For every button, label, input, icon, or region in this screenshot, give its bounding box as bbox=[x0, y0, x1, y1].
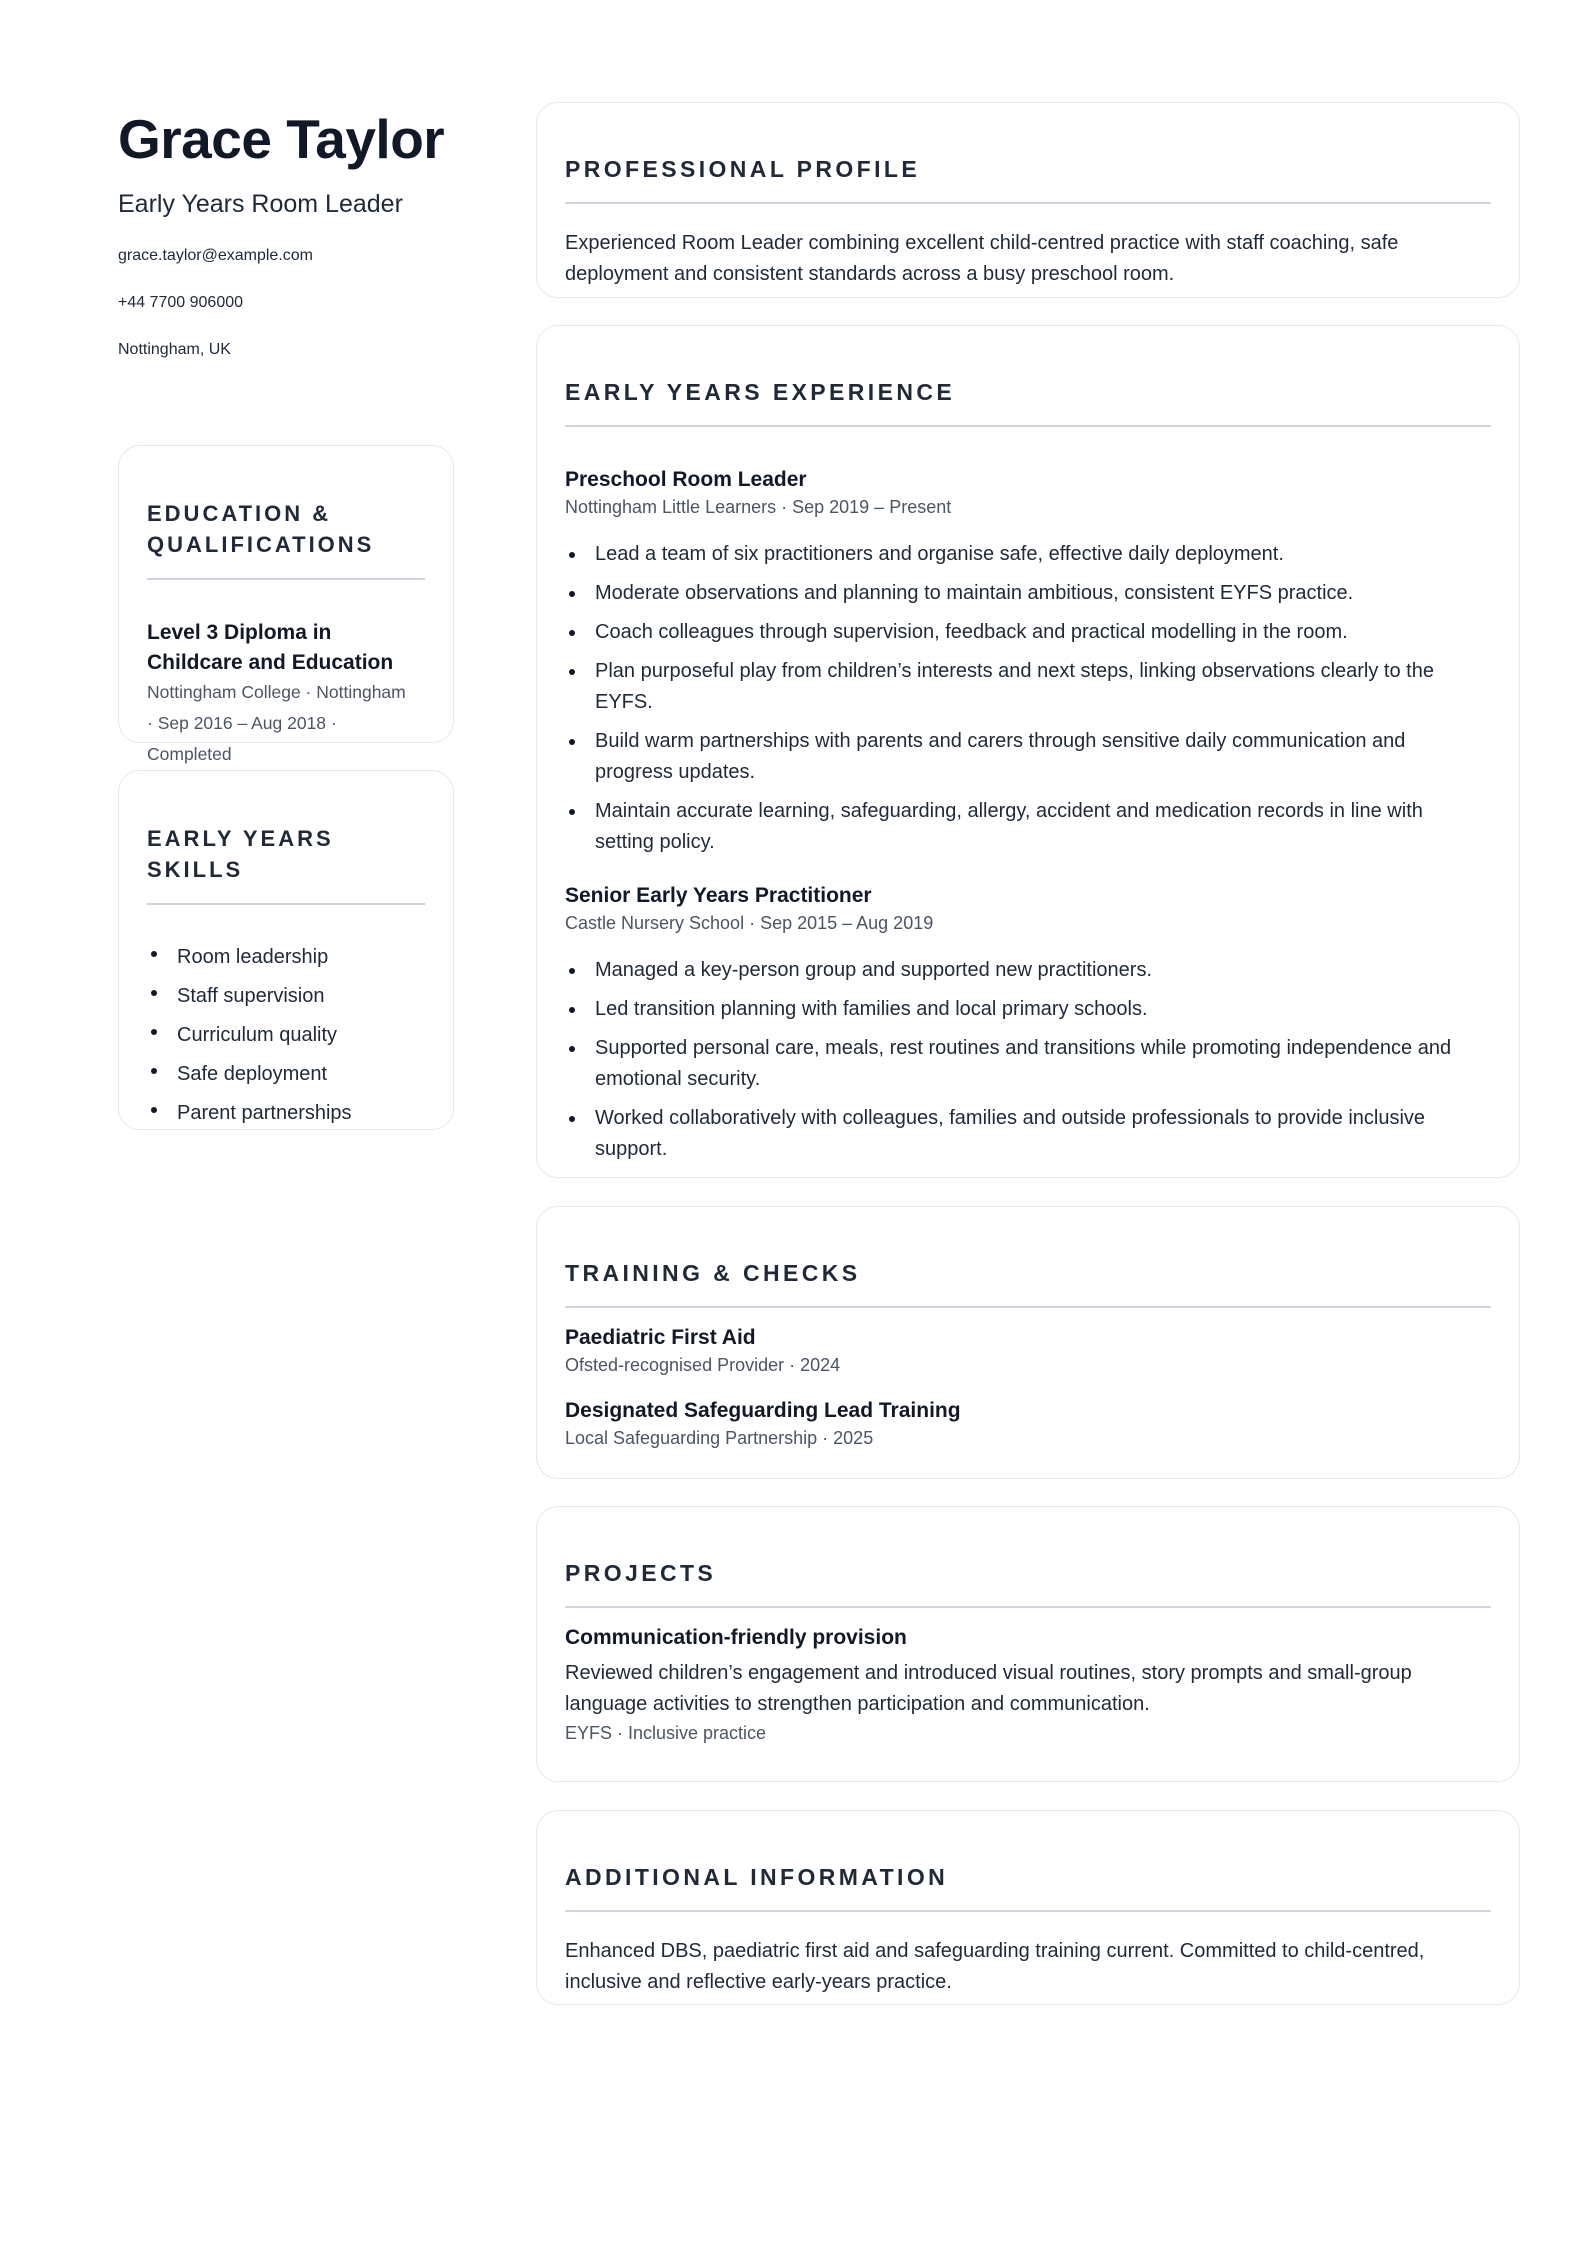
job-entry bbox=[565, 466, 1491, 858]
job-bullets bbox=[565, 539, 1491, 858]
skill-item: Curriculum quality bbox=[147, 1016, 425, 1055]
education-card bbox=[118, 445, 454, 764]
job-title: Senior Early Years Practitioner bbox=[565, 884, 872, 907]
additional-text: Enhanced DBS, paediatric first aid and safeguarding training current. Committed to child-centred, inclusive and reflective early-years practice. bbox=[565, 1940, 1425, 1993]
section-divider bbox=[565, 202, 1491, 204]
skill-item: Safe deployment bbox=[147, 1055, 425, 1094]
skill-item: Staff supervision bbox=[147, 977, 425, 1016]
job-title: Early Years Room Leader bbox=[118, 190, 403, 218]
job-bullet: Build warm partnerships with parents and carers through sensitive daily communication and progress updates. bbox=[565, 726, 1491, 788]
training-title: Designated Safeguarding Lead Training bbox=[565, 1399, 961, 1422]
projects-card bbox=[536, 1506, 1520, 1782]
candidate-name: Grace Taylor bbox=[118, 108, 445, 170]
section-divider bbox=[565, 1910, 1491, 1912]
qualification-meta: Nottingham College · Nottingham · Sep 2016 – Aug 2018 · Completed bbox=[147, 682, 406, 764]
job-bullet: Maintain accurate learning, safeguarding, allergy, accident and medication records in line with setting policy. bbox=[565, 796, 1491, 858]
education-item bbox=[147, 618, 425, 770]
location-text: Nottingham, UK bbox=[118, 341, 231, 358]
section-divider bbox=[147, 903, 425, 905]
training-title: Paediatric First Aid bbox=[565, 1326, 756, 1349]
project-title: Communication-friendly provision bbox=[565, 1626, 907, 1649]
job-bullet: Plan purposeful play from children’s interests and next steps, linking observations clearly to the EYFS. bbox=[565, 656, 1491, 718]
project-description: Reviewed children’s engagement and introduced visual routines, story prompts and small-group language activities to strengthen participation and communication. bbox=[565, 1662, 1412, 1715]
phone-text: +44 7700 906000 bbox=[118, 294, 244, 311]
job-meta: Castle Nursery School · Sep 2015 – Aug 2019 bbox=[565, 913, 934, 933]
skills-card bbox=[118, 770, 454, 1130]
additional-heading: ADDITIONAL INFORMATION bbox=[565, 1864, 949, 1890]
skill-item: Parent partnerships bbox=[147, 1094, 425, 1133]
job-entry bbox=[565, 882, 1491, 1165]
job-bullet: Worked collaboratively with colleagues, families and outside professionals to provide inclusive support. bbox=[565, 1103, 1491, 1165]
training-meta: Local Safeguarding Partnership · 2025 bbox=[565, 1428, 874, 1448]
section-divider bbox=[147, 578, 425, 580]
skills-list bbox=[147, 938, 425, 1133]
job-title: Preschool Room Leader bbox=[565, 468, 807, 491]
training-item bbox=[565, 1397, 1491, 1451]
skill-item: Room leadership bbox=[147, 938, 425, 977]
profile-heading: PROFESSIONAL PROFILE bbox=[565, 156, 921, 182]
job-bullet: Moderate observations and planning to maintain ambitious, consistent EYFS practice. bbox=[565, 578, 1491, 609]
experience-heading: EARLY YEARS EXPERIENCE bbox=[565, 379, 956, 405]
contact-header bbox=[118, 104, 454, 360]
project-item bbox=[565, 1624, 1491, 1746]
job-bullet: Lead a team of six practitioners and organise safe, effective daily deployment. bbox=[565, 539, 1491, 570]
experience-card bbox=[536, 325, 1520, 1178]
training-card bbox=[536, 1206, 1520, 1479]
profile-summary: Experienced Room Leader combining excellent child-centred practice with staff coaching, safe deployment and consistent standards across a busy preschool room. bbox=[565, 232, 1399, 285]
projects-heading: PROJECTS bbox=[565, 1560, 717, 1586]
education-heading: EDUCATION & QUALIFICATIONS bbox=[147, 501, 375, 557]
project-tags: EYFS · Inclusive practice bbox=[565, 1723, 767, 1743]
training-heading: TRAINING & CHECKS bbox=[565, 1260, 861, 1286]
training-meta: Ofsted-recognised Provider · 2024 bbox=[565, 1355, 841, 1375]
job-bullet: Coach colleagues through supervision, feedback and practical modelling in the room. bbox=[565, 617, 1491, 648]
additional-card bbox=[536, 1810, 1520, 2005]
section-divider bbox=[565, 425, 1491, 427]
profile-card bbox=[536, 102, 1520, 298]
job-meta: Nottingham Little Learners · Sep 2019 – Present bbox=[565, 497, 952, 517]
job-bullet: Managed a key-person group and supported new practitioners. bbox=[565, 955, 1491, 986]
qualification-title: Level 3 Diploma in Childcare and Education bbox=[147, 621, 394, 674]
job-bullet: Led transition planning with families and local primary schools. bbox=[565, 994, 1491, 1025]
section-divider bbox=[565, 1606, 1491, 1608]
email-text: grace.taylor@example.com bbox=[118, 247, 313, 264]
job-bullets bbox=[565, 955, 1491, 1165]
section-divider bbox=[565, 1306, 1491, 1308]
job-bullet: Supported personal care, meals, rest routines and transitions while promoting independence and emotional security. bbox=[565, 1033, 1491, 1095]
training-item bbox=[565, 1324, 1491, 1378]
skills-heading: EARLY YEARS SKILLS bbox=[147, 826, 334, 882]
